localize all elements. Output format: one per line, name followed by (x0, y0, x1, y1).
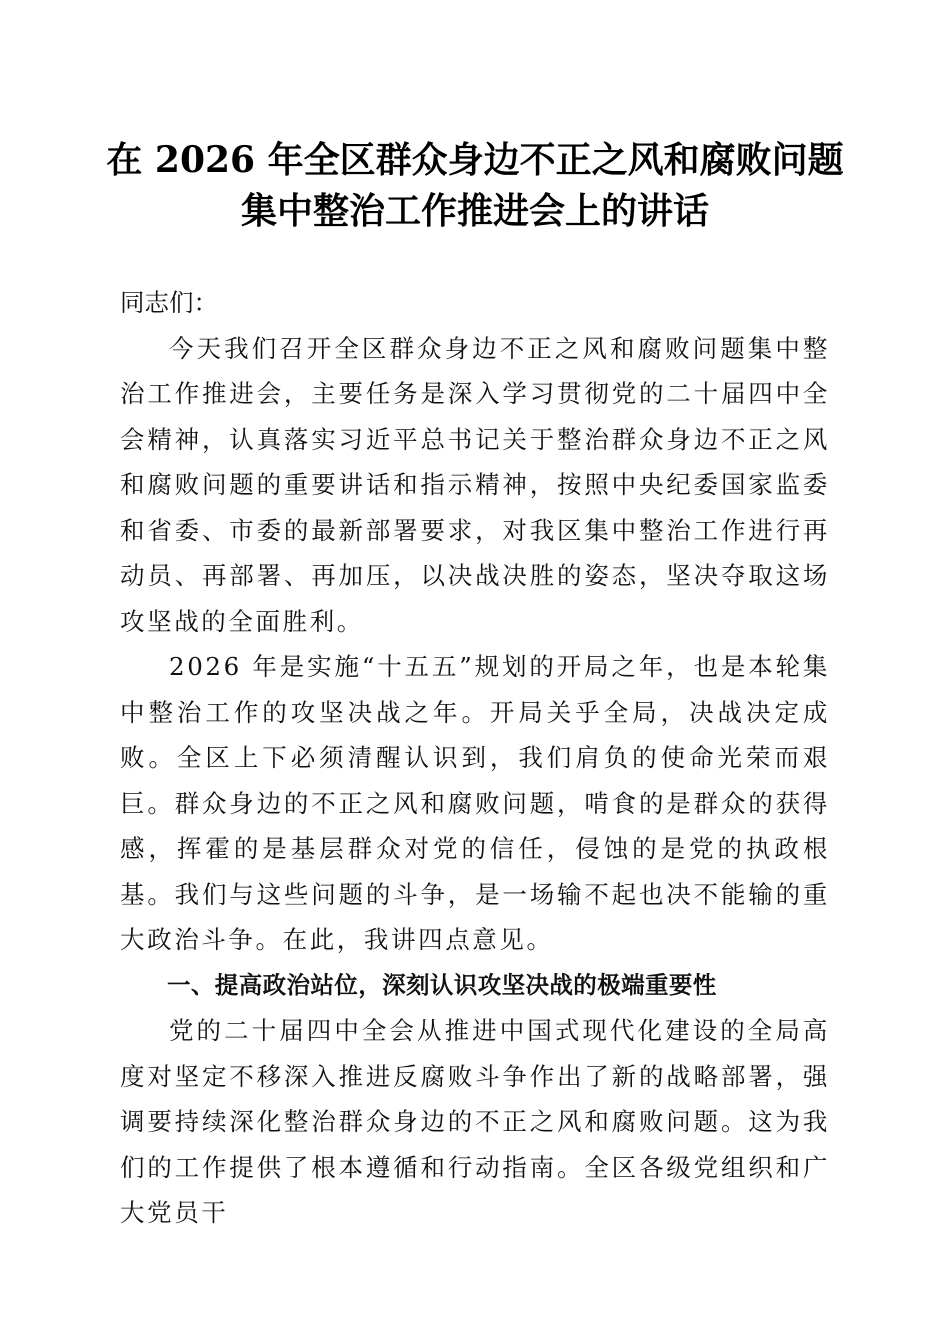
section-heading-1: 一、提高政治站位，深刻认识攻坚决战的极端重要性 (167, 970, 717, 999)
title-line-2: 集中整治工作推进会上的讲话 (240, 190, 709, 232)
document-body (120, 280, 830, 1236)
paragraph-1: 今天我们召开全区群众身边不正之风和腐败问题集中整治工作推进会，主要任务是深入学习贯彻党的二十届四中全会精神，认真落实习近平总书记关于整治群众身边不正之风和腐败问题的重要讲话和指示精神，按照中央纪委国家监委和省委、市委的最新部署要求，对我区集中整治工作进行再动员、再部署、再加压，以决战决胜的姿态，坚决夺取这场攻坚战的全面胜利。 (120, 333, 830, 636)
title-line-1: 在 2026 年全区群众身边不正之风和腐败问题 (106, 139, 844, 181)
salutation: 同志们： (120, 288, 218, 317)
paragraph-2: 2026 年是实施“十五五”规划的开局之年，也是本轮集中整治工作的攻坚决战之年。开局关乎全局，决战决定成败。全区上下必须清醒认识到，我们肩负的使命光荣而艰巨。群众身边的不正之风和腐败问题，啃食的是群众的获得感，挥霍的是基层群众对党的信任，侵蚀的是党的执政根基。我们与这些问题的斗争，是一场输不起也决不能输的重大政治斗争。在此，我讲四点意见。 (120, 652, 830, 954)
section-paragraph-1: 党的二十届四中全会从推进中国式现代化建设的全局高度对坚定不移深入推进反腐败斗争作出了新的战略部署，强调要持续深化整治群众身边的不正之风和腐败问题。这为我们的工作提供了根本遵循和行动指南。全区各级党组织和广大党员干 (120, 1016, 830, 1227)
document-title (100, 135, 850, 237)
